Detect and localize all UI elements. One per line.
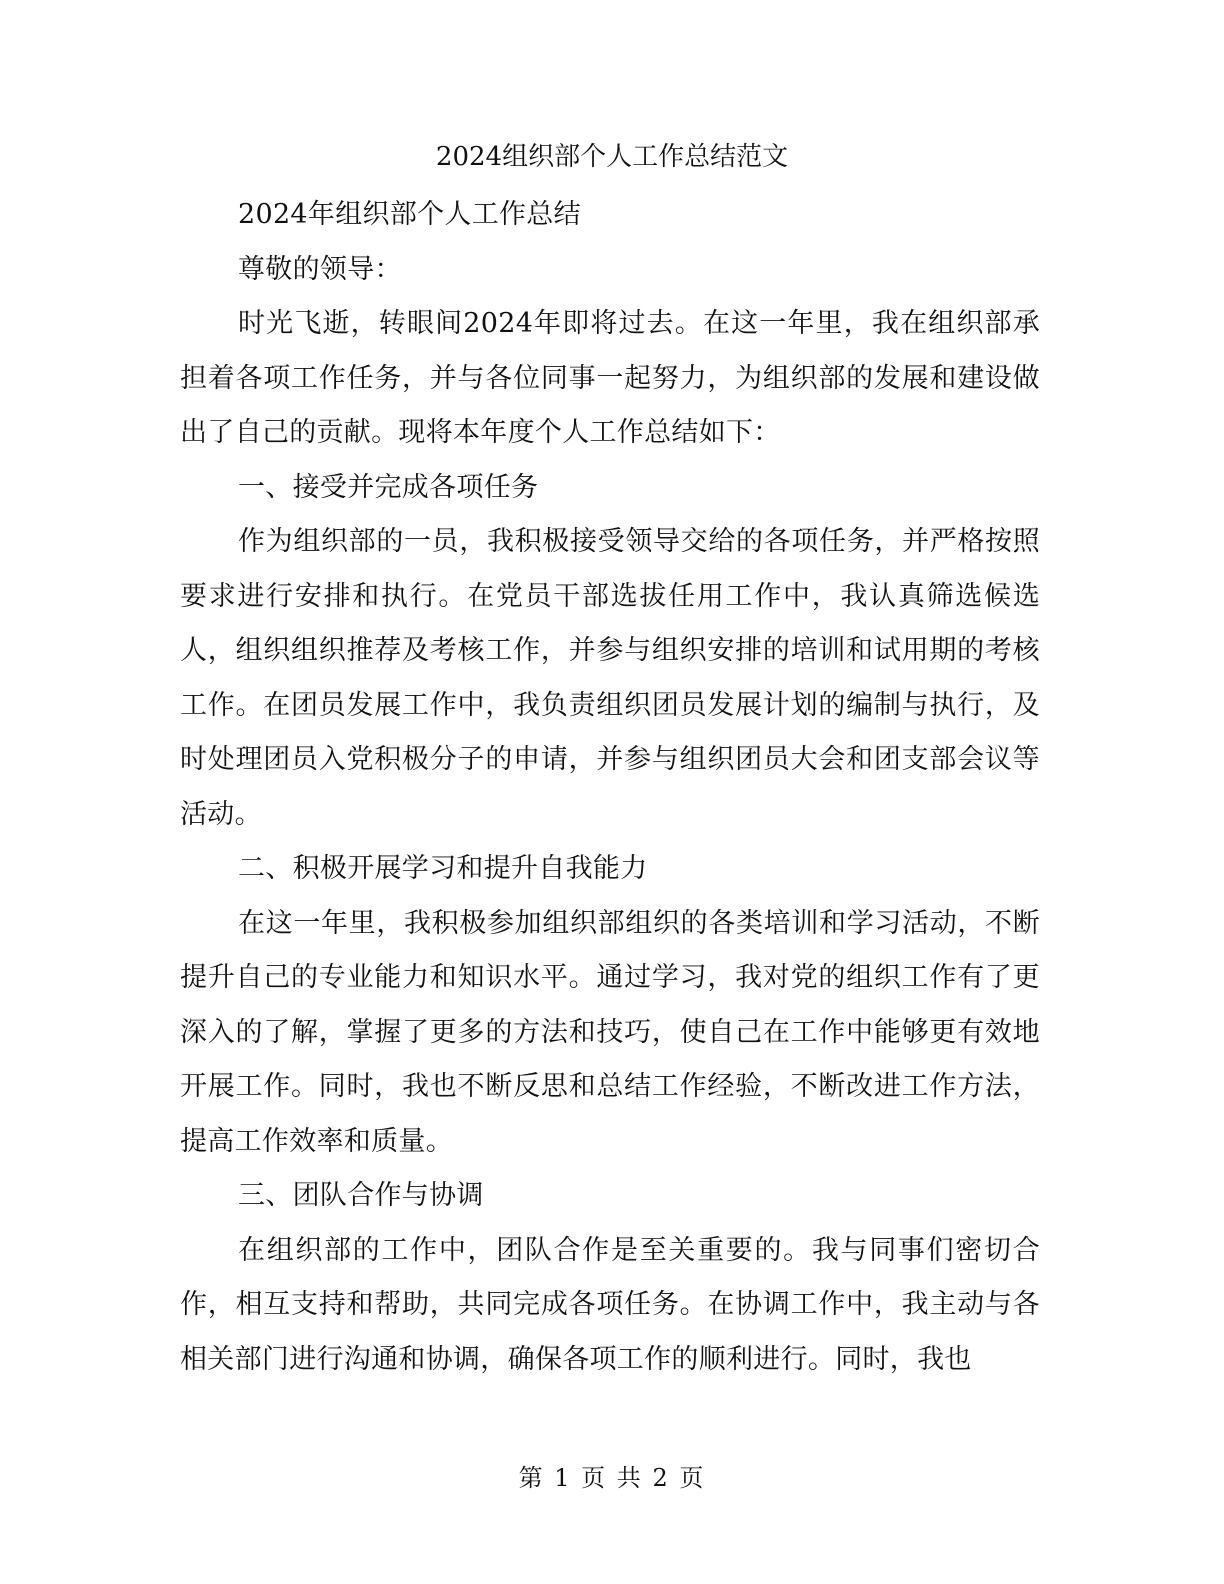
section-body-3: 在组织部的工作中，团队合作是至关重要的。我与同事们密切合作，相互支持和帮助，共同完成各项任务。在协调工作中，我主动与各相关部门进行沟通和协调，确保各项工作的顺利进行。同时，我也 [180,1234,1040,1375]
section-body-1: 作为组织部的一员，我积极接受领导交给的各项任务，并严格按照要求进行安排和执行。在党员干部选拔任用工作中，我认真筛选候选人，组织组织推荐及考核工作，并参与组织安排的培训和试用期的考核工作。在团员发展工作中，我负责组织团员发展计划的编制与执行，及时处理团员入党积极分子的申请，并参与组织团员大会和团支部会议等活动。 [180,526,1040,830]
document-body [180,188,1040,1387]
section-body-2: 在这一年里，我积极参加组织部组织的各类培训和学习活动，不断提升自己的专业能力和知识水平。通过学习，我对党的组织工作有了更深入的了解，掌握了更多的方法和技巧，使自己在工作中能够更有效地开展工作。同时，我也不断反思和总结工作经验，不断改进工作方法，提高工作效率和质量。 [180,907,1040,1157]
intro-paragraph: 时光飞逝，转眼间2024年即将过去。在这一年里，我在组织部承担着各项工作任务，并与各位同事一起努力，为组织部的发展和建设做出了自己的贡献。现将本年度个人工作总结如下： [180,308,1040,448]
document-title: 2024组织部个人工作总结范文 [435,142,789,172]
page-number-footer: 第 1 页 共 2 页 [518,1464,706,1492]
subtitle-paragraph: 2024年组织部个人工作总结 [238,199,581,230]
section-heading-2: 二、积极开展学习和提升自我能力 [238,853,648,884]
section-heading-1: 一、接受并完成各项任务 [238,471,539,503]
salutation-paragraph: 尊敬的领导： [238,253,402,285]
section-heading-3: 三、团队合作与协调 [238,1180,484,1211]
